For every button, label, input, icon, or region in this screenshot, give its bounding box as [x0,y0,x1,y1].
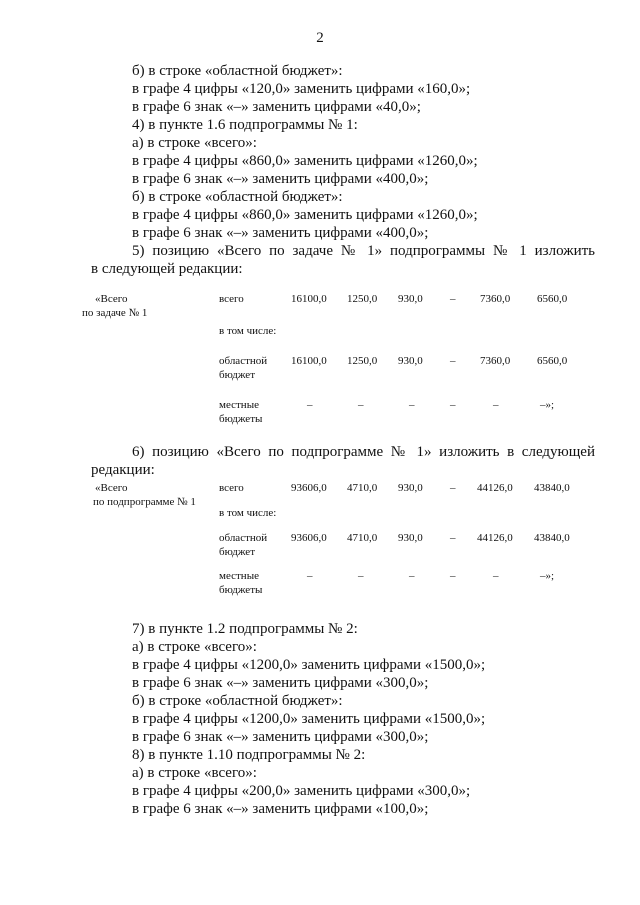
table-cell: 93606,0 [291,482,327,494]
text-line: в графе 4 цифры «1200,0» заменить цифрами «1500,0»; [132,657,486,673]
table-row-label: по задаче № 1 [82,307,148,319]
table-cell: –»; [540,570,555,582]
text-line: б) в строке «областной бюджет»: [132,693,343,709]
text-line: 7) в пункте 1.2 подпрограммы № 2: [132,621,358,637]
paragraph-5-line-1: 5) позицию «Всего по задаче № 1» подпрограммы № 1 изложить [132,243,595,259]
table-row-label: «Всего [95,293,128,305]
table-cell: 16100,0 [291,293,327,305]
text-line: б) в строке «областной бюджет»: [132,189,343,205]
text-line: в графе 6 знак «–» заменить цифрами «40,0»; [132,99,421,115]
text-line: в графе 6 знак «–» заменить цифрами «400,0»; [132,171,429,187]
table-cell: – [450,482,456,494]
text-line: в графе 4 цифры «200,0» заменить цифрами «300,0»; [132,783,471,799]
row-name-total: всего [219,293,244,305]
table-cell: 93606,0 [291,532,327,544]
table-cell: – [450,532,456,544]
table-cell: – [307,570,313,582]
table-cell: 43840,0 [534,532,570,544]
text-line: а) в строке «всего»: [132,135,257,151]
text-line: б) в строке «областной бюджет»: [132,63,343,79]
table-cell: – [493,399,499,411]
text-line: в графе 6 знак «–» заменить цифрами «300,0»; [132,675,429,691]
row-name-local-budgets: местные бюджеты [219,399,263,425]
table-cell: – [493,570,499,582]
table-cell: – [358,399,364,411]
table-cell: – [450,399,456,411]
text-line: в графе 6 знак «–» заменить цифрами «300,0»; [132,729,429,745]
page-number: 2 [316,30,324,46]
table-cell: – [358,570,364,582]
text-line: а) в строке «всего»: [132,765,257,781]
table-cell: 930,0 [398,532,423,544]
row-name-regional-budget: областной бюджет [219,355,268,381]
paragraph-5 [91,242,595,278]
row-name-including: в том числе: [219,507,277,519]
text-line: а) в строке «всего»: [132,639,257,655]
table-cell: 4710,0 [347,532,378,544]
table-cell: 930,0 [398,355,423,367]
table-cell: 16100,0 [291,355,327,367]
table-cell: 930,0 [398,482,423,494]
paragraph-5-line-2: в следующей редакции: [91,261,243,277]
table-cell: 43840,0 [534,482,570,494]
table-cell: – [450,355,456,367]
text-line: в графе 4 цифры «860,0» заменить цифрами «1260,0»; [132,207,478,223]
table-cell: 7360,0 [480,355,511,367]
text-line: в графе 6 знак «–» заменить цифрами «100,0»; [132,801,429,817]
table-cell: – [409,570,415,582]
paragraph-6 [91,443,595,479]
text-line: в графе 4 цифры «120,0» заменить цифрами «160,0»; [132,81,471,97]
row-name-including: в том числе: [219,325,277,337]
table-cell: 4710,0 [347,482,378,494]
text-line: 4) в пункте 1.6 подпрограммы № 1: [132,117,358,133]
row-name-total: всего [219,482,244,494]
table-cell: 1250,0 [347,293,378,305]
table-row-label: по подпрограмме № 1 [93,496,196,508]
text-line: 8) в пункте 1.10 подпрограммы № 2: [132,747,366,763]
table-row-label: «Всего [95,482,128,494]
table-cell: – [450,293,456,305]
text-line: в графе 6 знак «–» заменить цифрами «400,0»; [132,225,429,241]
table-cell: –»; [540,399,555,411]
table-cell: 7360,0 [480,293,511,305]
table-cell: 44126,0 [477,482,513,494]
text-line: в графе 4 цифры «860,0» заменить цифрами «1260,0»; [132,153,478,169]
row-name-local-budgets: местные бюджеты [219,570,263,596]
table-cell: 1250,0 [347,355,378,367]
table-cell: 930,0 [398,293,423,305]
row-name-regional-budget: областной бюджет [219,532,268,558]
table-cell: – [409,399,415,411]
table-cell: 6560,0 [537,293,568,305]
paragraph-6-line-1: 6) позицию «Всего по подпрограмме № 1» изложить в следующей [132,444,595,460]
table-cell: 44126,0 [477,532,513,544]
table-cell: – [307,399,313,411]
text-line: в графе 4 цифры «1200,0» заменить цифрами «1500,0»; [132,711,486,727]
table-cell: 6560,0 [537,355,568,367]
paragraph-6-line-2: редакции: [91,462,155,478]
table-cell: – [450,570,456,582]
